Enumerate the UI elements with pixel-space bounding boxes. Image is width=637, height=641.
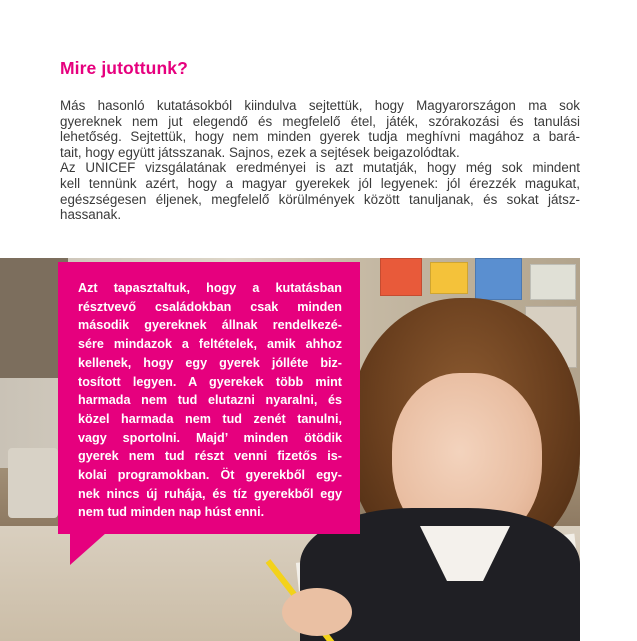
photo-pencil-cup <box>8 448 58 518</box>
intro-line: kell tennünk azért, hogy a magyar gyerekek jól legyenek: jól érezzék magukat, <box>60 175 580 191</box>
photo-poster <box>530 264 576 300</box>
photo-poster <box>475 258 522 300</box>
callout-tail <box>70 533 106 565</box>
intro-paragraph <box>60 98 580 223</box>
callout-line: nek nincs új ruhája, és tíz gyerekből egy <box>78 486 342 501</box>
intro-line: egészségesen éljenek, megfelelő körülmények között tanuljanak, és sokat játsz- <box>60 191 580 207</box>
intro-line: Más hasonló kutatásokból kiindulva sejtettük, hogy Magyarországon ma sok <box>60 98 580 113</box>
callout-line: résztvevő családokban csak minden <box>78 299 342 314</box>
callout-line: harmada nem tud elutazni nyaralni, és <box>78 393 342 408</box>
callout-line: közel harmada nem tud zenét tanulni, <box>78 411 342 426</box>
photo-poster <box>380 258 422 296</box>
intro-line: Az UNICEF vizsgálatának eredményei is azt mutatják, hogy még sok mindent <box>60 160 580 176</box>
callout-line: sére mindazok a feltételek, amik ahhoz <box>78 337 342 352</box>
callout-line: második gyereknek állnak rendelkezé- <box>78 318 342 333</box>
section-heading: Mire jutottunk? <box>60 58 188 78</box>
intro-line: gyereknek nem jut elegendő és megfelelő étel, játék, szórakozási és tanulási <box>60 113 580 129</box>
callout-line: Azt tapasztaltuk, hogy a kutatásban <box>78 281 342 295</box>
intro-line: hassanak. <box>60 207 122 223</box>
photo-poster <box>430 262 468 294</box>
callout-box <box>58 262 360 534</box>
callout-line: kolai programokban. Öt gyerekből egy- <box>78 468 342 483</box>
photo-girl-hand <box>282 588 352 636</box>
callout-line: kellenek, hogy egy gyerek jólléte biz- <box>78 355 342 370</box>
callout-line: vagy sportolni. Majd’ minden ötödik <box>78 430 342 445</box>
callout-line: gyerek nem tud részt venni fizetős is- <box>78 449 342 464</box>
callout-paragraph <box>78 279 342 522</box>
intro-line: lehetőség. Sejtettük, hogy nem minden gyerek tudja meghívni magához a bará- <box>60 129 580 145</box>
intro-line: tait, hogy együtt játsszanak. Sajnos, ezek a sejtések beigazolódtak. <box>60 144 460 160</box>
callout-line: nem tud minden nap húst enni. <box>78 505 265 520</box>
callout-line: tosított legyen. A gyerekek több mint <box>78 374 342 389</box>
